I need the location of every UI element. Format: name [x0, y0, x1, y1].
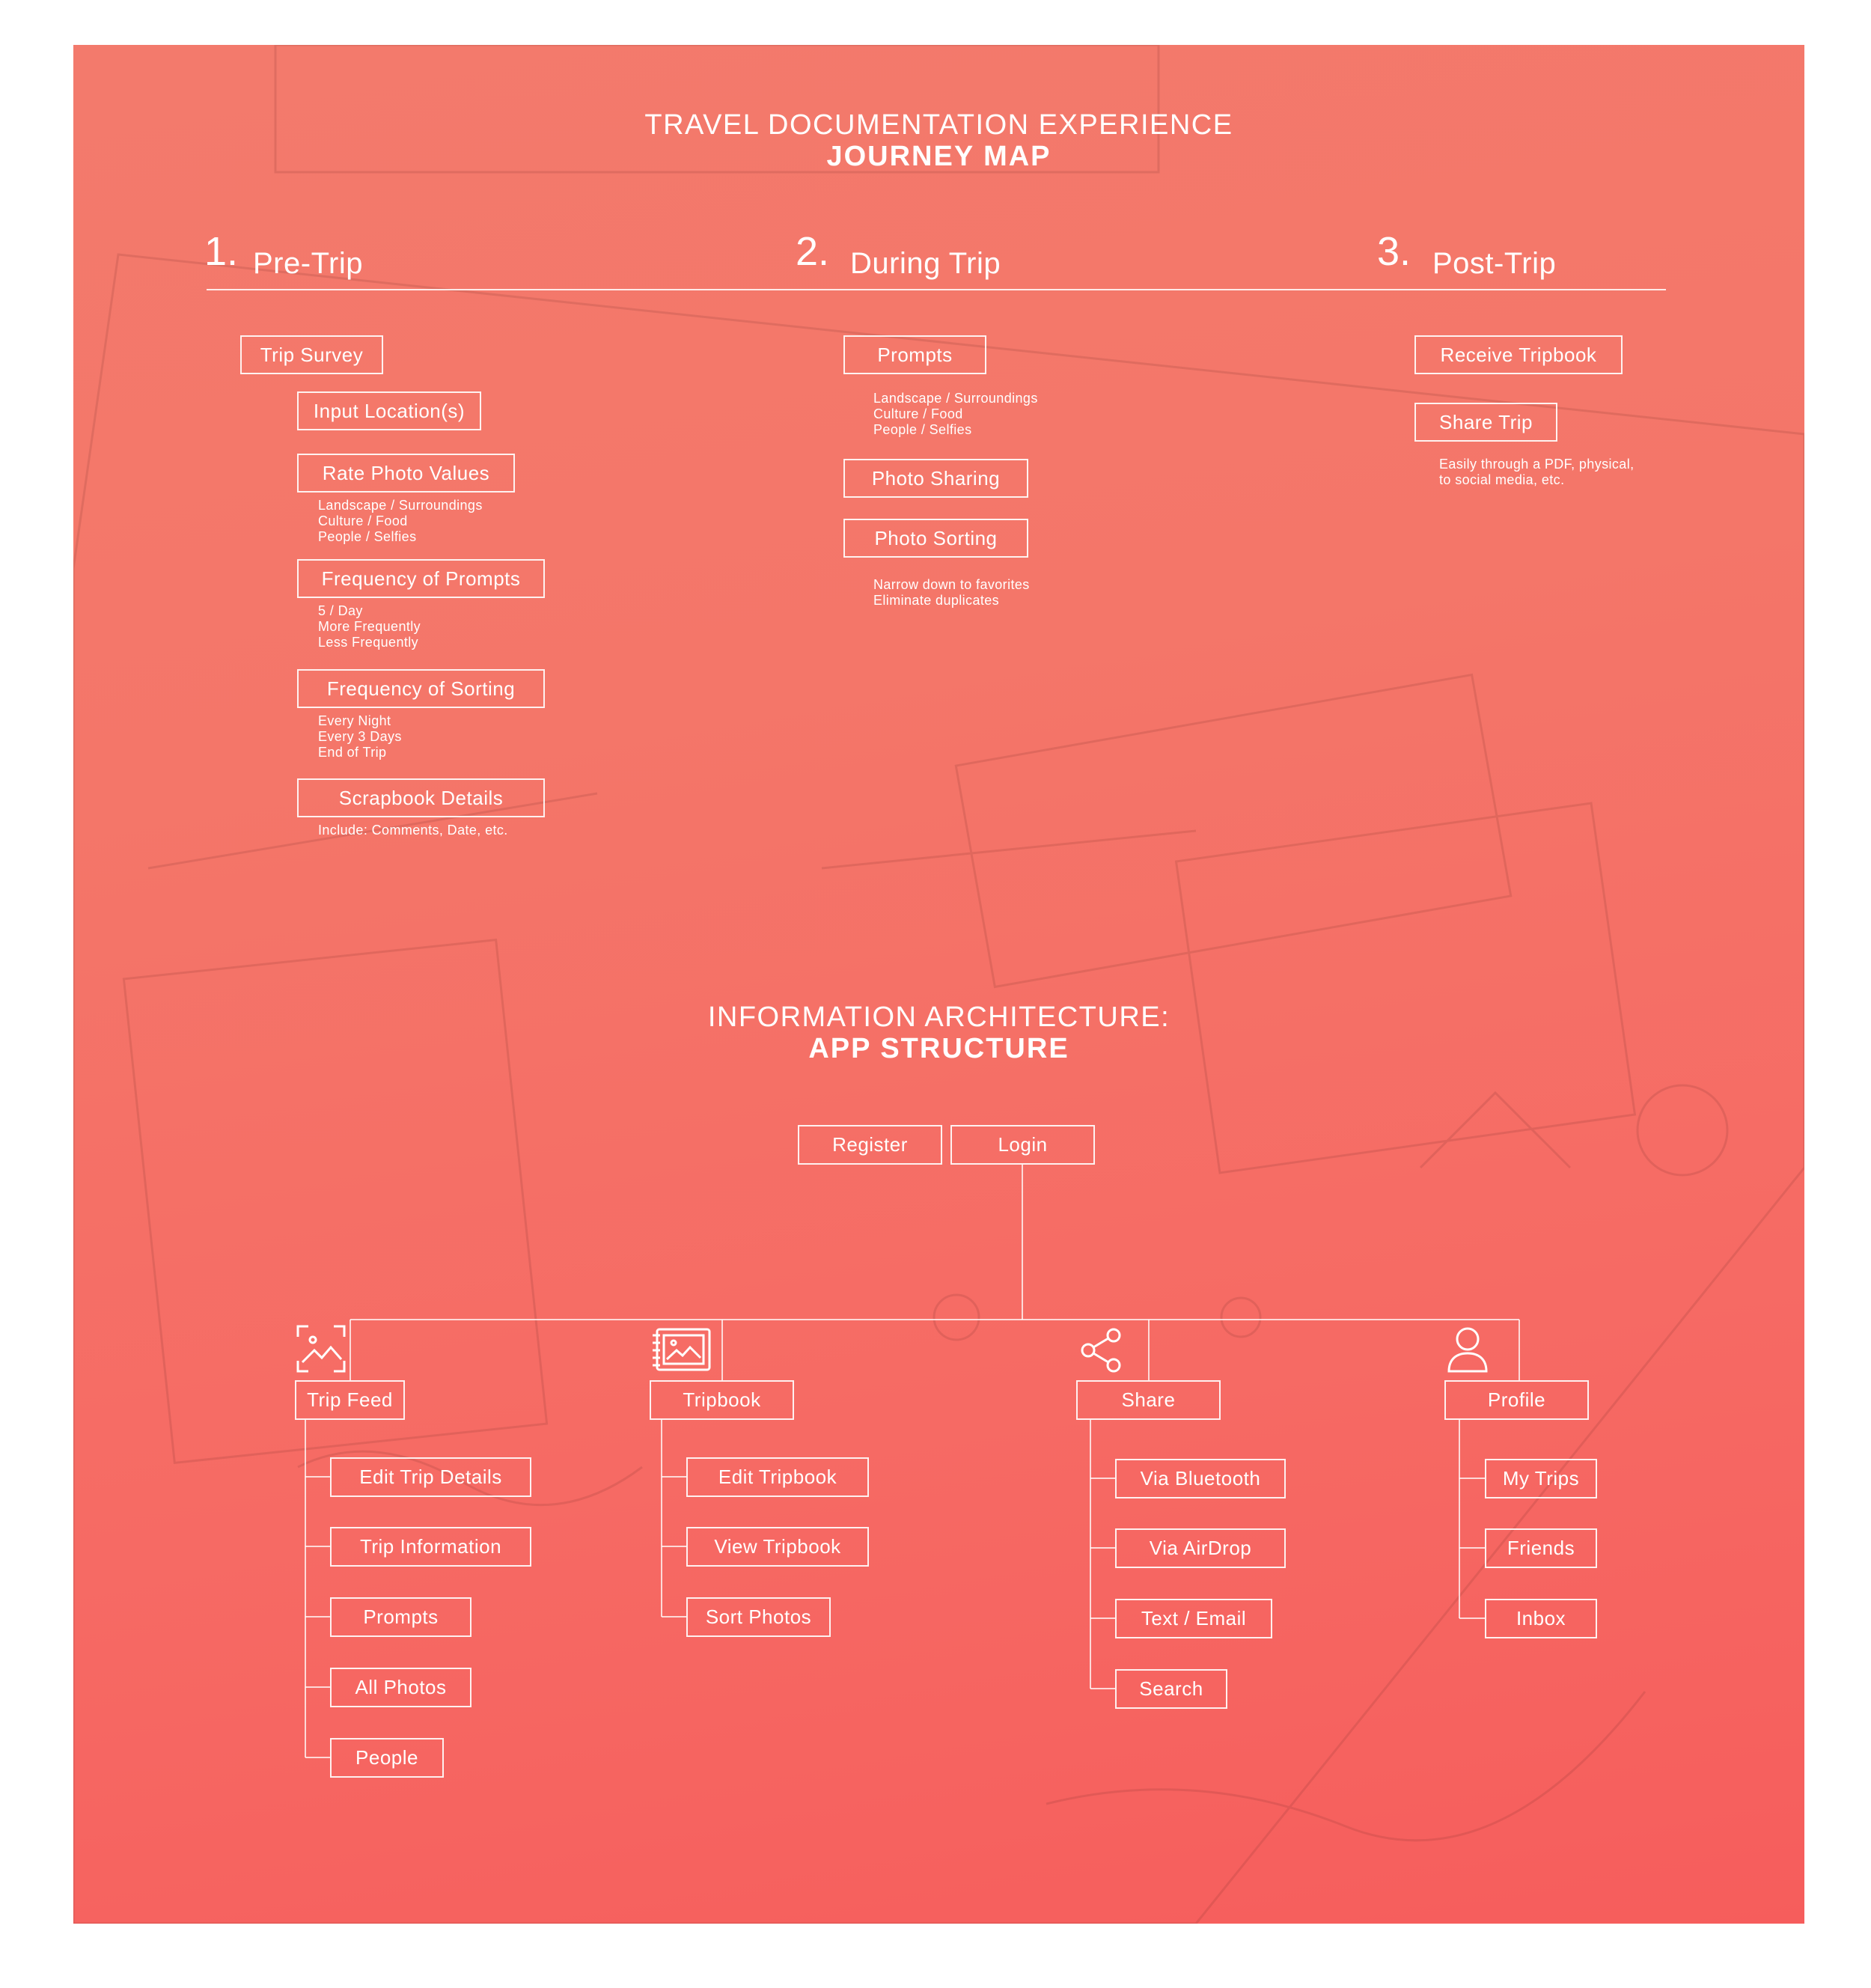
phase-1-number: 1.	[204, 229, 239, 274]
journey-note-photo-sorting: Narrow down to favorites Eliminate duplicates	[873, 577, 1030, 608]
journey-item-input-locations: Input Location(s)	[297, 391, 481, 430]
login-node: Login	[950, 1125, 1095, 1165]
photo-album-icon	[651, 1328, 711, 1371]
journey-item-frequency-of-sorting: Frequency of Sorting	[297, 669, 545, 708]
journey-note-share-trip: Easily through a PDF, physical, to social media, etc.	[1439, 457, 1635, 487]
journey-item-scrapbook-details: Scrapbook Details	[297, 778, 545, 817]
tripbook-sort-photos: Sort Photos	[686, 1597, 831, 1637]
app-structure-title: APP STRUCTURE	[808, 1033, 1069, 1064]
tripbook-view-tripbook: View Tripbook	[686, 1527, 869, 1567]
phase-3-number: 3.	[1377, 229, 1411, 274]
phase-1-name: Pre-Trip	[253, 247, 363, 280]
journey-note-frequency-of-sorting: Every Night Every 3 Days End of Trip	[318, 713, 402, 760]
share-search: Search	[1115, 1669, 1227, 1709]
journey-map-subtitle: TRAVEL DOCUMENTATION EXPERIENCE	[644, 109, 1233, 141]
share-via-airdrop: Via AirDrop	[1115, 1528, 1286, 1568]
section-tripbook: Tripbook	[650, 1380, 794, 1420]
share-via-bluetooth: Via Bluetooth	[1115, 1459, 1286, 1498]
journey-item-prompts: Prompts	[843, 335, 986, 374]
phase-2-name: During Trip	[850, 247, 1001, 280]
phase-divider	[207, 289, 1666, 290]
journey-note-prompts: Landscape / Surroundings Culture / Food People / Selfies	[873, 391, 1038, 437]
trip-feed-people: People	[330, 1738, 444, 1778]
phase-2-number: 2.	[796, 229, 830, 274]
trip-feed-prompts: Prompts	[330, 1597, 471, 1637]
photo-frame-icon	[296, 1325, 346, 1373]
app-structure-subtitle: INFORMATION ARCHITECTURE:	[707, 1001, 1170, 1033]
journey-item-photo-sharing: Photo Sharing	[843, 459, 1028, 498]
register-node: Register	[798, 1125, 942, 1165]
tripbook-edit-tripbook: Edit Tripbook	[686, 1457, 869, 1497]
profile-friends: Friends	[1485, 1528, 1597, 1568]
trip-feed-all-photos: All Photos	[330, 1668, 471, 1707]
share-text-email: Text / Email	[1115, 1599, 1272, 1638]
journey-item-photo-sorting: Photo Sorting	[843, 519, 1028, 558]
section-profile: Profile	[1444, 1380, 1589, 1420]
section-trip-feed: Trip Feed	[295, 1380, 405, 1420]
journey-note-rate-photo-values: Landscape / Surroundings Culture / Food People / Selfies	[318, 498, 483, 544]
phase-3-name: Post-Trip	[1432, 247, 1557, 280]
profile-my-trips: My Trips	[1485, 1459, 1597, 1498]
journey-item-receive-tripbook: Receive Tripbook	[1414, 335, 1623, 374]
journey-note-scrapbook-details: Include: Comments, Date, etc.	[318, 823, 508, 838]
trip-feed-trip-information: Trip Information	[330, 1527, 531, 1567]
section-share: Share	[1076, 1380, 1221, 1420]
journey-item-frequency-of-prompts: Frequency of Prompts	[297, 559, 545, 598]
journey-note-frequency-of-prompts: 5 / Day More Frequently Less Frequently	[318, 603, 421, 650]
journey-item-share-trip: Share Trip	[1414, 403, 1557, 442]
journey-map-title: JOURNEY MAP	[826, 141, 1052, 172]
user-icon	[1447, 1326, 1488, 1373]
journey-item-rate-photo-values: Rate Photo Values	[297, 454, 515, 493]
trip-feed-edit-trip-details: Edit Trip Details	[330, 1457, 531, 1497]
poster-canvas	[73, 45, 1804, 1924]
journey-item-trip-survey: Trip Survey	[240, 335, 383, 374]
connector-lines	[73, 45, 1804, 1924]
share-icon	[1079, 1328, 1124, 1373]
profile-inbox: Inbox	[1485, 1599, 1597, 1638]
